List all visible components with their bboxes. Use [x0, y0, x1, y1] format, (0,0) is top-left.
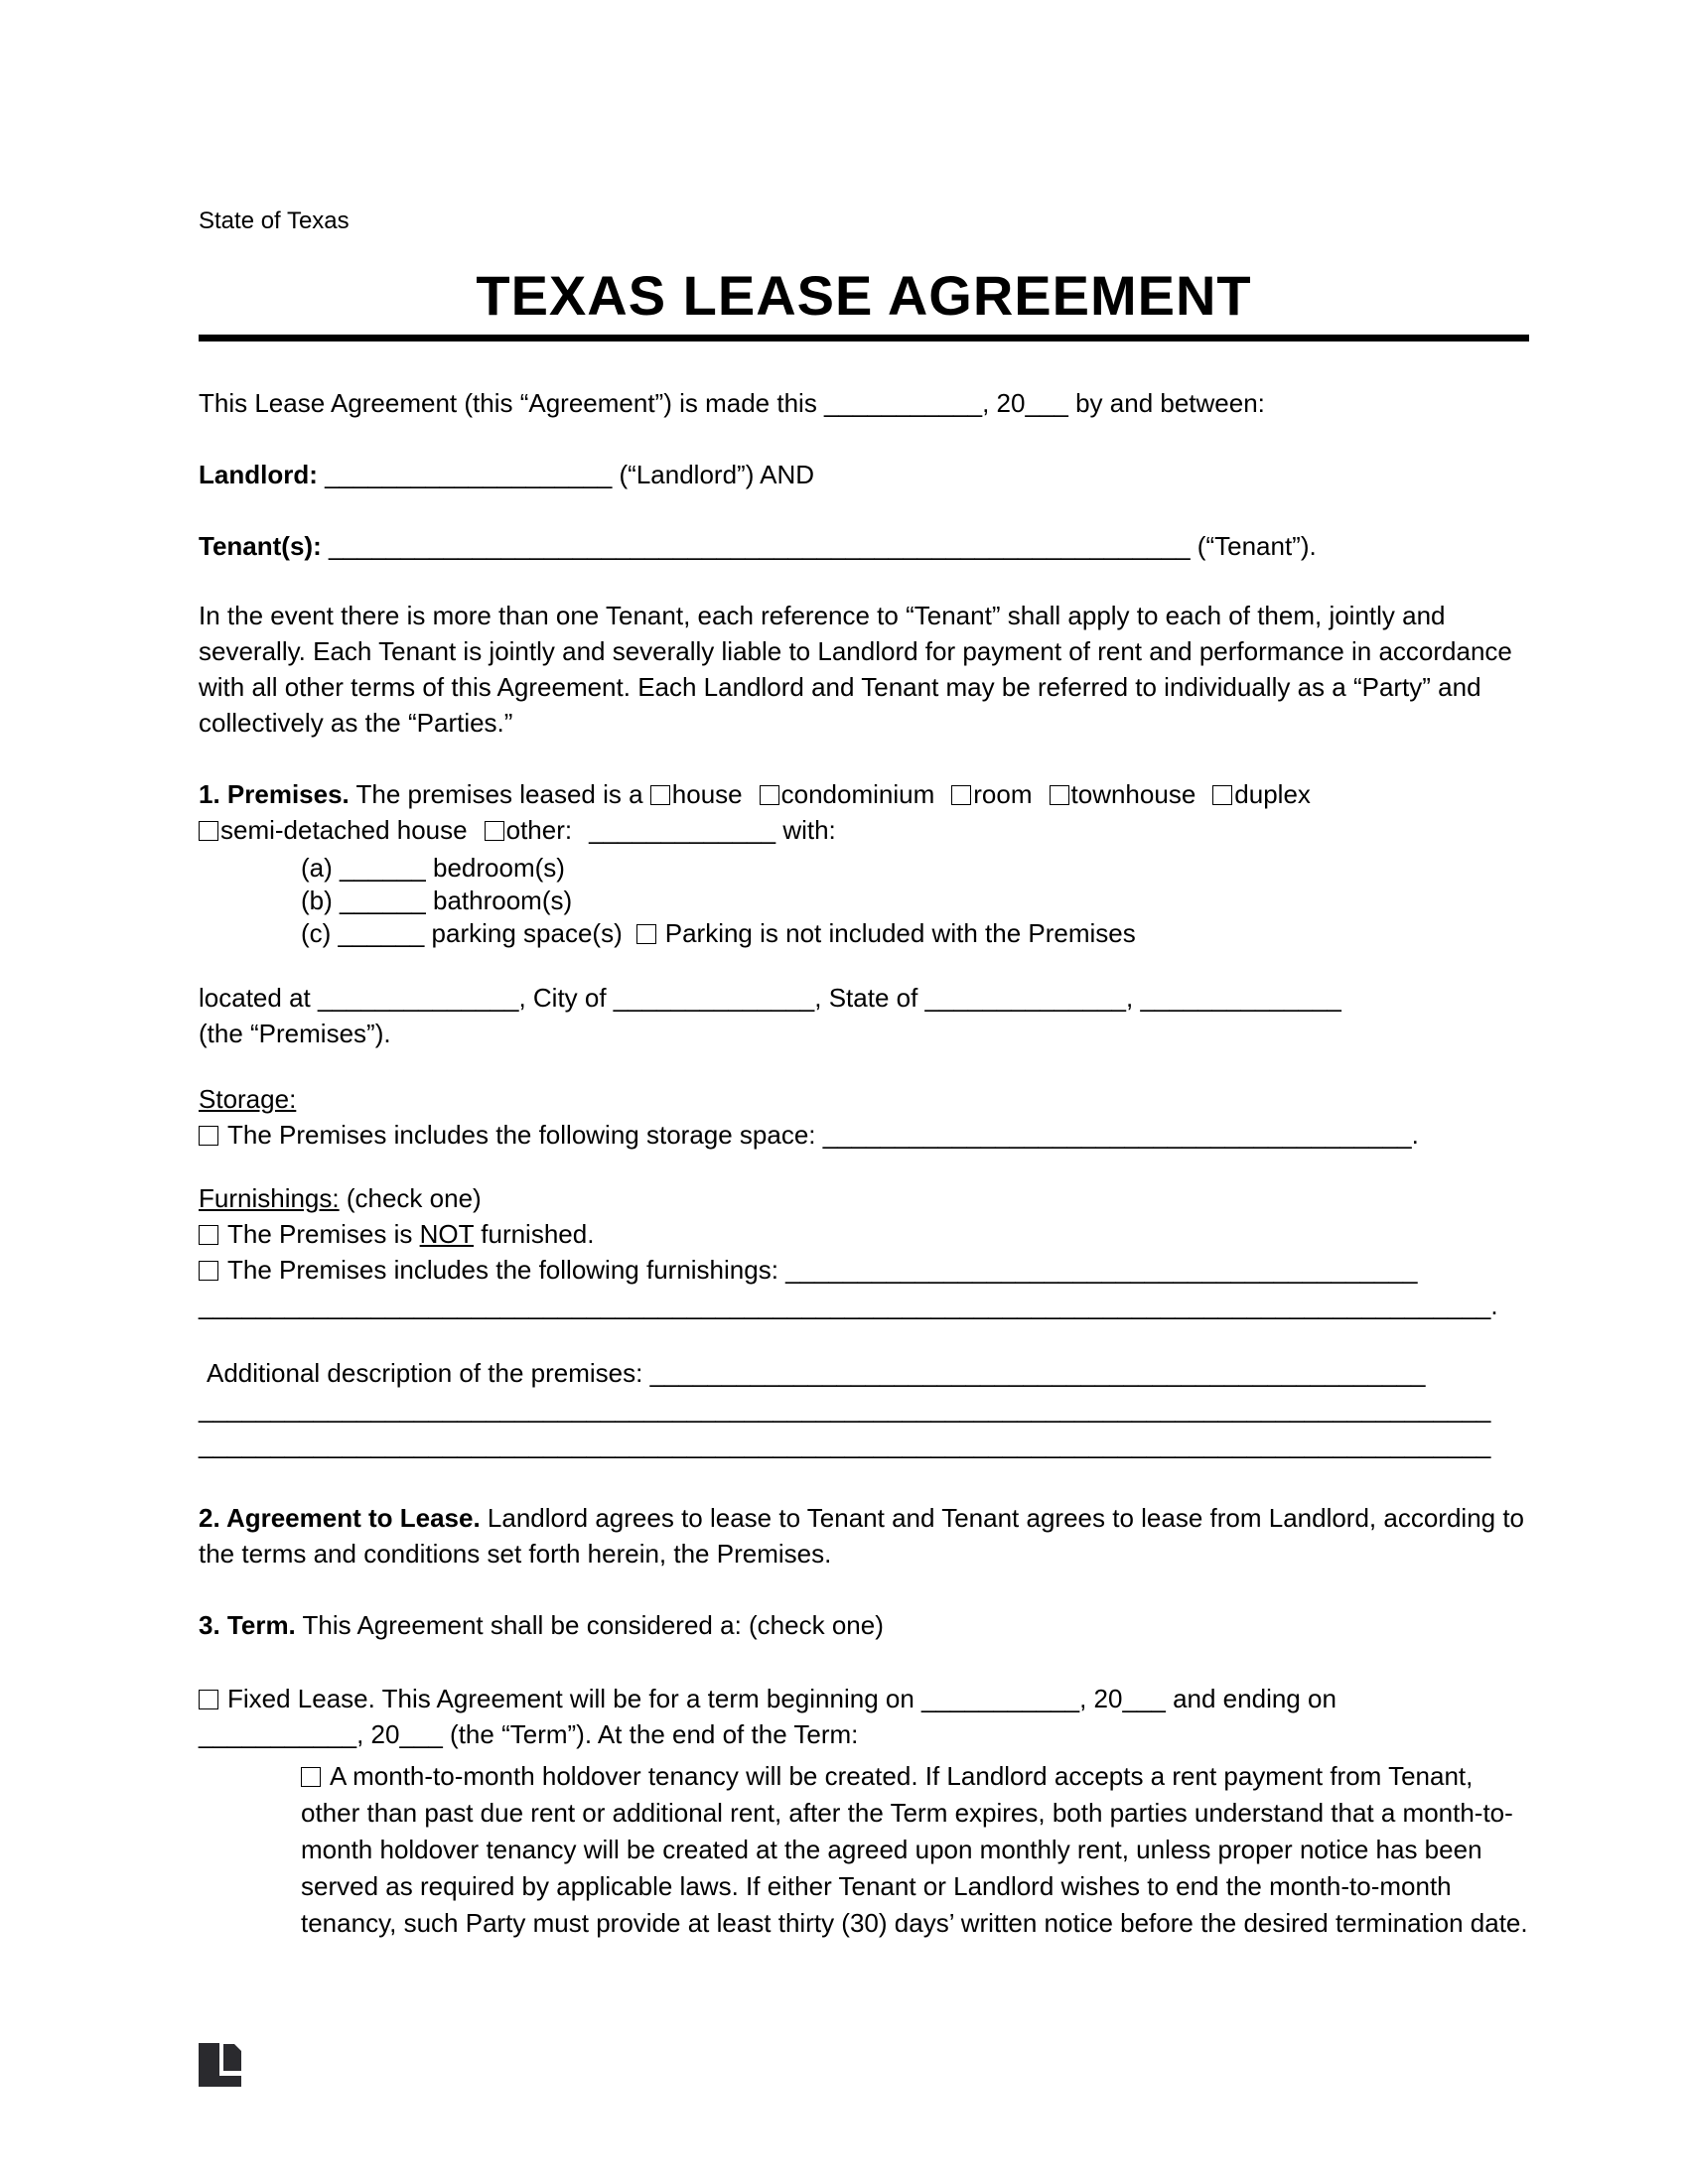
title-rule [199, 335, 1529, 341]
checkbox-townhouse[interactable] [1050, 785, 1069, 805]
city-text: , City of [518, 983, 614, 1013]
furnished-option-text: The Premises includes the following furnishings: [227, 1255, 786, 1285]
not-furnished-post: furnished. [474, 1219, 595, 1249]
option-condominium-label: condominium [780, 779, 935, 809]
not-furnished-pre: The Premises is [227, 1219, 420, 1249]
with-text: with: [775, 815, 836, 845]
checkbox-house[interactable] [650, 785, 670, 805]
storage-space-blank[interactable]: _________________________________________ [822, 1120, 1412, 1150]
option-other [485, 815, 573, 845]
fixed-lease-block [199, 1681, 1529, 1752]
storage-period: . [1411, 1120, 1419, 1150]
term-heading: 3. Term. [199, 1610, 296, 1640]
option-room-label: room [973, 779, 1033, 809]
checkbox-parking-not-included[interactable] [636, 924, 656, 944]
storage-block [199, 1081, 1529, 1153]
parking-not-included-label: Parking is not included with the Premises [664, 918, 1136, 948]
storage-heading: Storage: [199, 1084, 297, 1114]
additional-description-blank-2[interactable]: __________________________________________________________________________________________ [199, 1394, 1491, 1424]
made-date-blank[interactable]: ___________ [824, 388, 983, 418]
storage-option-text: The Premises includes the following storage space: [227, 1120, 823, 1150]
term-body: This Agreement shall be considered a: (check one) [295, 1610, 884, 1640]
additional-description-blank-3[interactable]: __________________________________________________________________________________________ [199, 1430, 1491, 1459]
holdover-tenancy-block [301, 1758, 1529, 1942]
premises-defined-text: (the “Premises”). [199, 1019, 391, 1048]
holdover-tenancy-text: A month-to-month holdover tenancy will be created. If Landlord accepts a rent payment from Tenant, other than past due rent or additional rent, after the Term expires, both parties understand that a month-to-month holdover tenancy will be created at the agreed upon monthly rent, unless proper notice has been served as required by applicable laws. If either Tenant or Landlord wishes to end the month-to-month tenancy, such Party must provide at least thirty (30) days’ written notice before the desired termination date. [301, 1761, 1528, 1938]
multi-tenant-paragraph: In the event there is more than one Tenant, each reference to “Tenant” shall apply to each of them, jointly and severally. Each Tenant is jointly and severally liable to Landlord for payment of rent and performance in accordance with all other terms of this Agreement. Each Landlord and Tenant may be referred to individually as a “Party” and collectively as the “Parties.” [199, 601, 1512, 738]
additional-description-blank[interactable]: ______________________________________________________ [649, 1358, 1426, 1388]
term-start-year-blank[interactable]: ___ [1122, 1684, 1166, 1713]
agreement-to-lease-section [199, 1500, 1529, 1571]
furnishings-heading: Furnishings: [199, 1183, 340, 1213]
checkbox-condominium[interactable] [760, 785, 779, 805]
logo-page-icon [223, 2044, 241, 2071]
option-semi-detached [199, 815, 468, 845]
term-end-year-blank[interactable]: ___ [399, 1719, 443, 1749]
zip-blank[interactable]: ______________ [1140, 983, 1341, 1013]
additional-description-label: Additional description of the premises: [207, 1358, 650, 1388]
option-duplex-label: duplex [1234, 779, 1311, 809]
city-blank[interactable]: ______________ [613, 983, 815, 1013]
located-line [199, 980, 1529, 1051]
premises-section [199, 776, 1529, 848]
bathrooms-count-blank[interactable]: ______ [340, 886, 426, 915]
agreement-to-lease-heading: 2. Agreement to Lease. [199, 1503, 481, 1533]
term-start-date-blank[interactable]: ___________ [921, 1684, 1080, 1713]
fixed-lease-text-post: (the “Term”). At the end of the Term: [442, 1719, 859, 1749]
option-duplex [1212, 779, 1311, 809]
intro-text-pre: This Lease Agreement (this “Agreement”) is made this [199, 388, 825, 418]
premises-lead: The premises leased is a [349, 779, 650, 809]
page-title: TEXAS LEASE AGREEMENT [476, 264, 1252, 327]
additional-description-block [199, 1355, 1529, 1462]
bedrooms-index: (a) [301, 853, 340, 883]
checkbox-duplex[interactable] [1212, 785, 1232, 805]
state-blank[interactable]: ______________ [924, 983, 1126, 1013]
not-word: NOT [419, 1219, 475, 1249]
landlord-label: Landlord: [199, 460, 326, 489]
term-section [199, 1607, 1529, 1643]
checkbox-holdover-tenancy[interactable] [301, 1767, 321, 1787]
located-text: located at [199, 983, 318, 1013]
checkbox-storage-space[interactable] [199, 1126, 218, 1146]
option-room [951, 779, 1032, 809]
landlord-name-blank[interactable]: ____________________ [325, 460, 613, 489]
made-year-blank[interactable]: ___ [1025, 388, 1068, 418]
bedrooms-label: bedroom(s) [425, 853, 565, 883]
tenant-label: Tenant(s): [199, 531, 329, 561]
parking-item [301, 917, 1529, 950]
tenant-line [199, 528, 1529, 564]
premises-heading: 1. Premises. [199, 779, 350, 809]
legal-templates-logo [199, 2043, 241, 2087]
intro-text-post: by and between: [1067, 388, 1265, 418]
checkbox-semi-detached[interactable] [199, 821, 218, 841]
checkbox-furnishings-included[interactable] [199, 1261, 218, 1281]
tenant-suffix: (“Tenant”). [1190, 531, 1317, 561]
premises-detail-list [199, 852, 1529, 950]
checkbox-other[interactable] [485, 821, 504, 841]
checkbox-not-furnished[interactable] [199, 1225, 218, 1245]
option-semi-detached-label: semi-detached house [220, 815, 468, 845]
logo-l-foot-icon [199, 2076, 241, 2087]
furnishings-list-blank[interactable]: ____________________________________________ [785, 1255, 1418, 1285]
landlord-suffix: (“Landlord”) AND [612, 460, 815, 489]
furnishings-block [199, 1180, 1529, 1323]
checkbox-room[interactable] [951, 785, 971, 805]
bedrooms-count-blank[interactable]: ______ [340, 853, 426, 883]
intro-text-20: , 20 [982, 388, 1026, 418]
option-condominium [760, 779, 935, 809]
parking-count-blank[interactable]: ______ [338, 918, 425, 948]
landlord-line [199, 457, 1529, 492]
tenant-names-blank[interactable]: ____________________________________________________________ [328, 531, 1191, 561]
furnishings-list-blank-2[interactable]: __________________________________________________________________________________________ [199, 1291, 1491, 1320]
fixed-lease-20b: , 20 [356, 1719, 400, 1749]
bedrooms-item [301, 852, 1529, 885]
parking-index: (c) [301, 918, 339, 948]
agreement-to-lease-body: Landlord agrees to lease to Tenant and Tenant agrees to lease from Landlord, according to the terms and conditions set forth herein, the Premises. [199, 1503, 1525, 1569]
bathrooms-index: (b) [301, 886, 340, 915]
furnishings-check-one: (check one) [339, 1183, 482, 1213]
option-townhouse-label: townhouse [1070, 779, 1196, 809]
option-house [650, 779, 743, 809]
located-comma: , [1126, 983, 1141, 1013]
lease-document-page [199, 204, 1529, 1942]
bathrooms-item [301, 885, 1529, 917]
option-townhouse [1050, 779, 1196, 809]
checkbox-fixed-lease[interactable] [199, 1690, 218, 1709]
bathrooms-label: bathroom(s) [425, 886, 573, 915]
other-type-blank[interactable]: _____________ [589, 815, 776, 845]
intro-line [199, 385, 1529, 421]
state-text: , State of [814, 983, 925, 1013]
option-house-label: house [671, 779, 743, 809]
fixed-lease-20a: , 20 [1079, 1684, 1123, 1713]
fixed-lease-text-pre: Fixed Lease. This Agreement will be for a term beginning on [227, 1684, 922, 1713]
parking-label: parking space(s) [424, 918, 623, 948]
street-address-blank[interactable]: ______________ [317, 983, 519, 1013]
term-end-date-blank[interactable]: ___________ [199, 1719, 357, 1749]
furnishings-period: . [1490, 1291, 1498, 1320]
state-label: State of Texas [199, 207, 350, 234]
option-other-label: other: [505, 815, 573, 845]
fixed-lease-ending-text: and ending on [1165, 1684, 1336, 1713]
